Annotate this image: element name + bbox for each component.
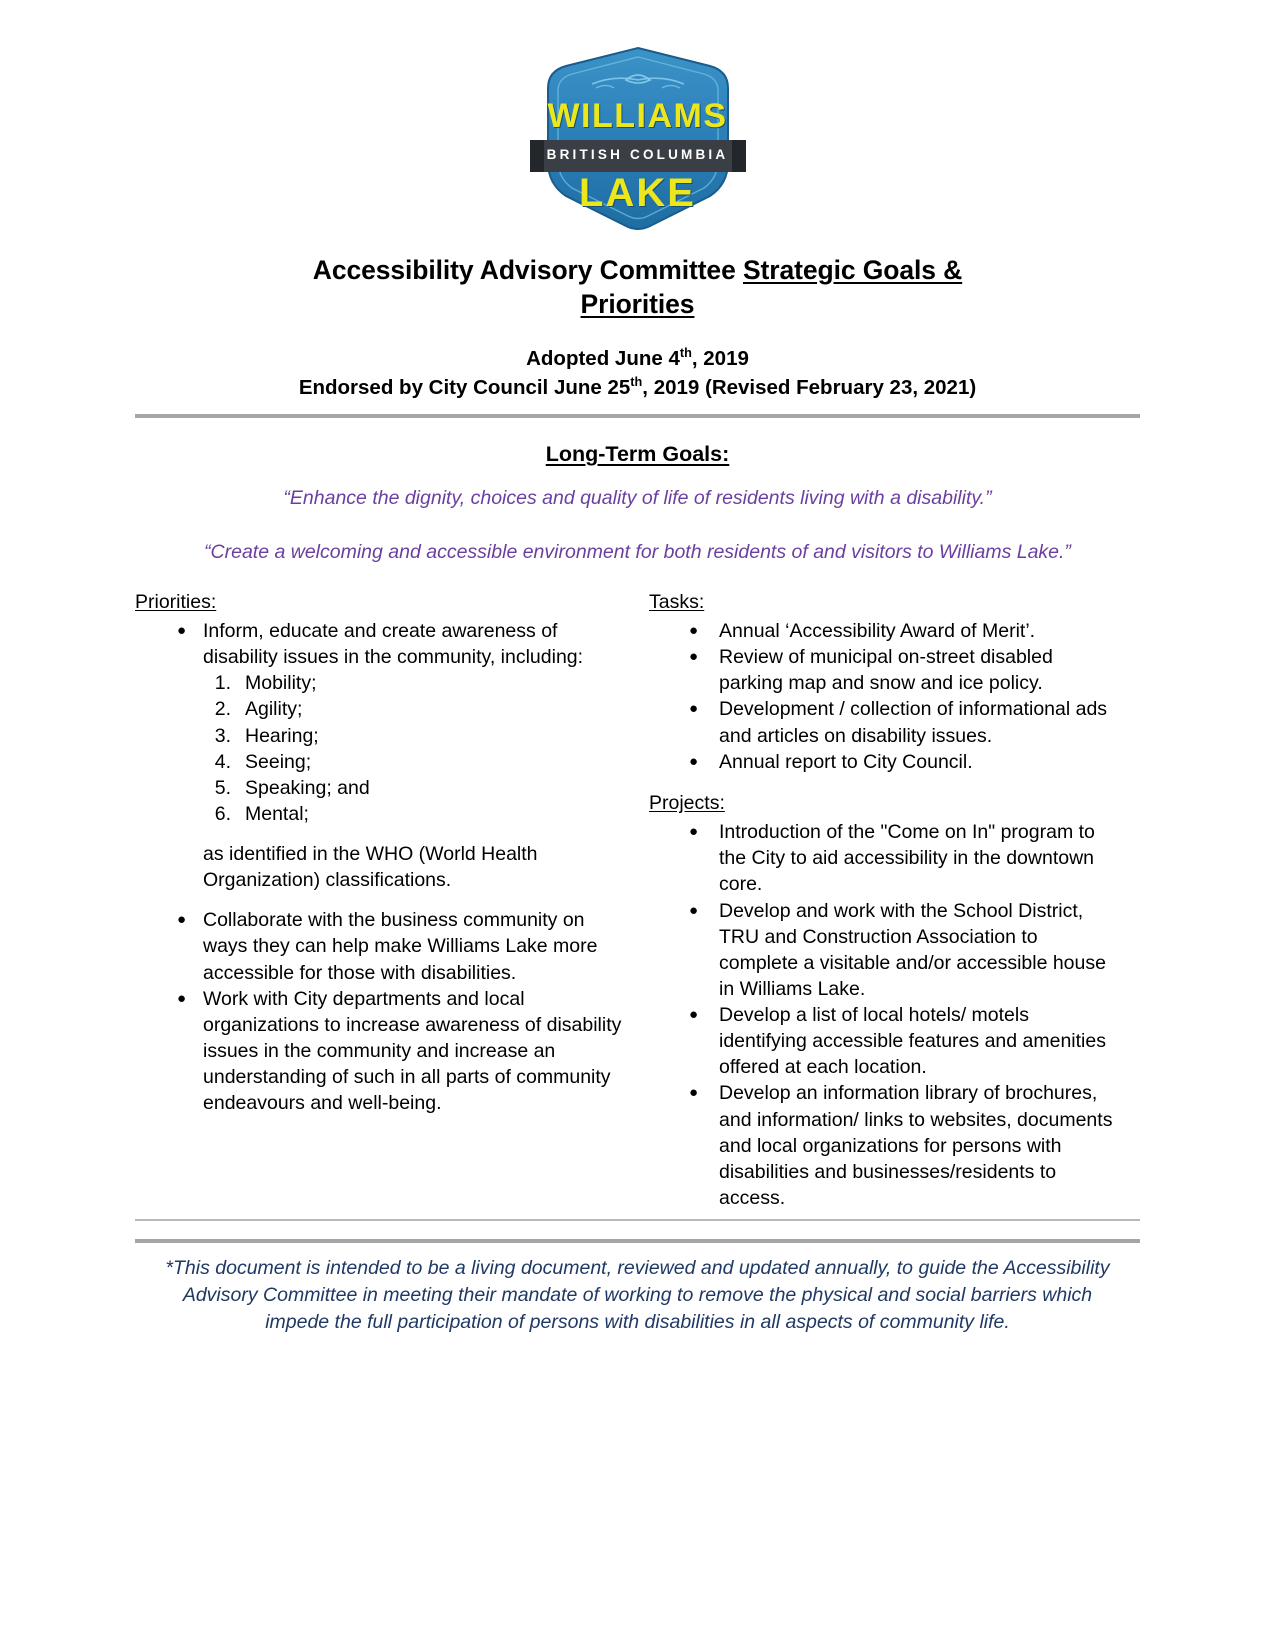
city-logo (135, 0, 1140, 232)
bullet-icon: ● (177, 989, 187, 1007)
sub-item-label: Hearing; (245, 724, 319, 747)
priorities-heading (135, 590, 627, 614)
long-term-goal-quote-1: “Enhance the dignity, choices and quality of life of residents living with a disability.” (283, 487, 992, 510)
list-item (135, 618, 627, 893)
content-columns (135, 590, 1140, 1211)
list-item (203, 696, 627, 722)
tasks-heading-text: Tasks: (649, 590, 705, 613)
list-item (203, 801, 627, 827)
sub-item-label: Seeing; (245, 750, 312, 773)
list-item (649, 1002, 1119, 1080)
sub-item-number: 2. (214, 698, 231, 721)
sub-item-number: 6. (214, 802, 231, 825)
list-item (649, 644, 1119, 696)
priority-item-3-text: Work with City departments and local organizations to increase awareness of disability issues in the community and increase an understanding of such in all parts of community endeavours and well-being. (203, 987, 622, 1115)
page-title-plain: Accessibility Advisory Committee (312, 255, 743, 285)
page-title-underlined-1: Strategic Goals & (742, 255, 963, 285)
adopted-text-post: , 2019 (691, 346, 749, 370)
page-title (135, 254, 1140, 322)
endorsed-text-pre: Endorsed by City Council June 25 (298, 375, 631, 399)
list-item (649, 696, 1119, 748)
footer-divider-gap (135, 1221, 1140, 1239)
project-item-text: Develop an information library of brochures, and information/ links to websites, documents and local organizations for persons with disabilities and businesses/residents to access. (719, 1082, 1113, 1209)
endorsed-ordinal-suffix: th (630, 374, 643, 390)
list-item (649, 618, 1119, 644)
sub-item-number: 5. (214, 776, 231, 799)
footer-divider-group (135, 1219, 1140, 1243)
bullet-icon: ● (177, 911, 187, 929)
list-item (649, 1080, 1119, 1211)
long-term-goals-heading (135, 442, 1140, 467)
projects-list (649, 819, 1119, 1211)
priority-item-1-continuation: as identified in the WHO (World Health Organization) classifications. (203, 843, 538, 892)
sub-item-label: Mobility; (245, 672, 317, 695)
header-divider (135, 414, 1140, 418)
adopted-ordinal-suffix: th (679, 344, 692, 360)
bullet-icon: ● (689, 700, 699, 718)
list-item (203, 670, 627, 696)
sub-item-label: Speaking; and (245, 776, 370, 799)
priorities-heading-text: Priorities: (135, 590, 217, 613)
bullet-icon: ● (689, 622, 699, 640)
task-item-text: Development / collection of informational ads and articles on disability issues. (719, 698, 1108, 747)
sub-item-label: Agility; (245, 698, 303, 721)
adopted-text-pre: Adopted June 4 (526, 346, 680, 370)
logo-text-williams: WILLIAMS (547, 97, 728, 135)
adopted-line (135, 344, 1140, 373)
priorities-list (135, 618, 627, 1116)
list-item (203, 723, 627, 749)
bullet-icon: ● (689, 1084, 699, 1102)
bullet-icon: ● (689, 752, 699, 770)
sub-item-label: Mental; (245, 802, 309, 825)
logo-text-british-columbia: BRITISH COLUMBIA (546, 147, 729, 162)
task-item-text: Review of municipal on-street disabled parking map and snow and ice policy. (719, 646, 1053, 695)
endorsed-text-post: , 2019 (Revised February 23, 2021) (642, 375, 977, 399)
bullet-icon: ● (689, 823, 699, 841)
sub-item-number: 1. (214, 672, 231, 695)
project-item-text: Develop and work with the School District, TRU and Construction Association to complete a visitable and/or accessible house in Williams Lake. (719, 899, 1106, 1000)
sub-item-number: 4. (214, 750, 231, 773)
projects-heading-text: Projects: (649, 791, 725, 814)
list-item (203, 749, 627, 775)
endorsed-line (135, 373, 1140, 402)
tasks-heading (649, 590, 1119, 614)
list-spacer (135, 893, 627, 907)
footer-disclaimer: *This document is intended to be a living document, reviewed and updated annually, to guide the Accessibility Advisory Committee in meeting their mandate of working to remove the physical and social barriers which impede the full participation of persons with disabilities in all aspects of community life. (165, 1257, 1110, 1333)
list-item (649, 898, 1119, 1003)
list-item (203, 775, 627, 801)
bullet-icon: ● (689, 1006, 699, 1024)
page-title-underlined-2: Priorities (580, 288, 695, 319)
sub-item-number: 3. (214, 724, 231, 747)
task-item-text: Annual ‘Accessibility Award of Merit’. (719, 620, 1036, 643)
priorities-column (135, 590, 627, 1117)
shield-icon (514, 44, 762, 232)
bullet-icon: ● (689, 901, 699, 919)
tasks-projects-column (649, 590, 1119, 1211)
footer-divider-bottom (135, 1239, 1140, 1243)
adoption-dates (135, 344, 1140, 402)
list-item (649, 819, 1119, 897)
project-item-text: Develop a list of local hotels/ motels identifying accessible features and amenities offered at each location. (719, 1004, 1106, 1079)
long-term-goals-heading-text: Long-Term Goals: (545, 442, 730, 467)
williams-lake-shield-logo (514, 44, 762, 232)
logo-text-lake: LAKE (579, 171, 696, 215)
priority-item-2-text: Collaborate with the business community on ways they can help make Williams Lake more accessible for those with disabilities. (203, 909, 598, 984)
tasks-list (649, 618, 1119, 775)
list-item (135, 907, 627, 985)
list-item (649, 749, 1119, 775)
list-item (135, 986, 627, 1117)
priority-item-1-text: Inform, educate and create awareness of disability issues in the community, including: (203, 620, 584, 669)
disability-type-list (203, 670, 627, 827)
project-item-text: Introduction of the "Come on In" program to the City to aid accessibility in the downtown core. (719, 821, 1095, 896)
long-term-goal-quote-2: “Create a welcoming and accessible environment for both residents of and visitors to Williams Lake.” (204, 541, 1071, 564)
bullet-icon: ● (177, 622, 187, 640)
task-item-text: Annual report to City Council. (719, 750, 973, 773)
projects-heading (649, 791, 1119, 815)
bullet-icon: ● (689, 648, 699, 666)
